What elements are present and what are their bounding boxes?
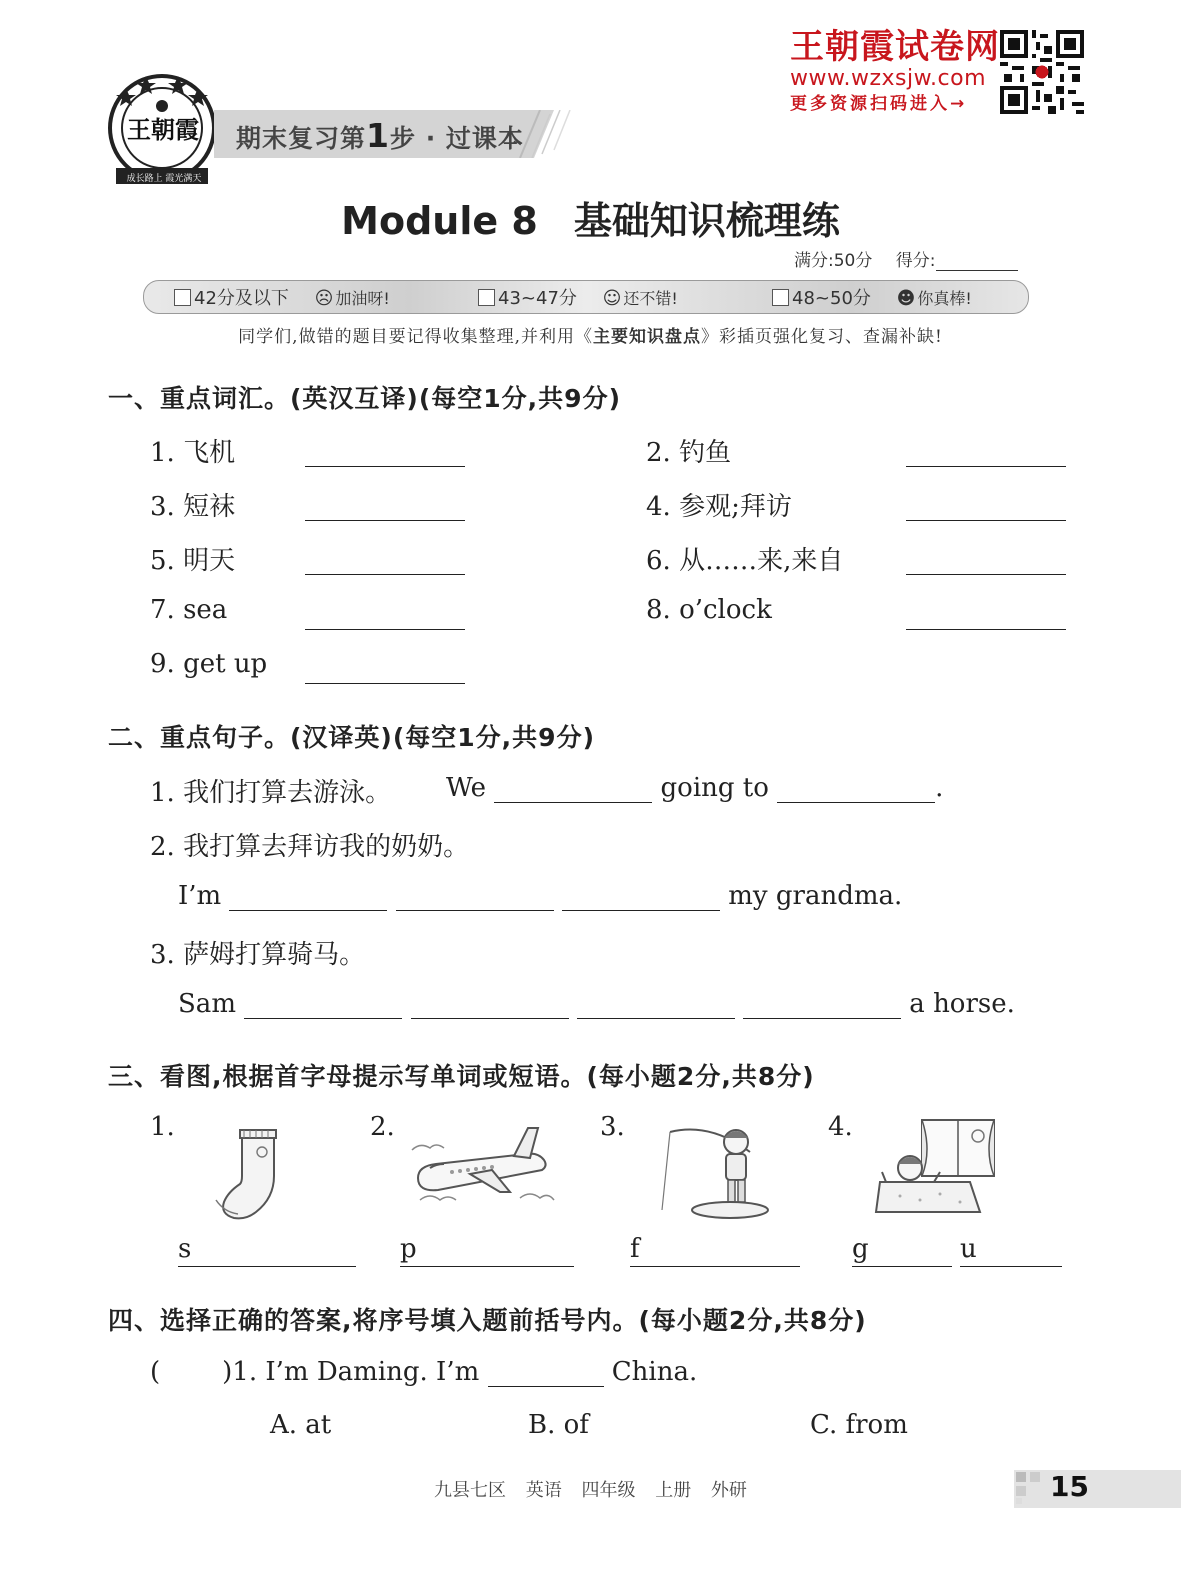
sock-icon xyxy=(200,1118,350,1228)
hint-letter: u xyxy=(960,1234,977,1264)
corner-squares-icon xyxy=(1014,1470,1044,1506)
tip-text xyxy=(0,322,1181,347)
sentence-blank[interactable] xyxy=(494,772,652,803)
sentence-word: Sam xyxy=(178,989,236,1019)
rating-item-mid xyxy=(478,284,678,310)
tip-bold: 主要知识盘点 xyxy=(592,327,701,347)
banner-prefix: 期末复习第 xyxy=(236,124,367,153)
sentence-word: going to xyxy=(660,773,769,803)
vocab-item: 6. 从……来,来自 xyxy=(646,546,844,576)
rating-range: 43~47分 xyxy=(498,288,577,309)
sentence-en xyxy=(178,988,1015,1019)
vocab-item: 3. 短袜 xyxy=(150,492,236,522)
sentence-en xyxy=(178,880,902,911)
sentence-blank[interactable] xyxy=(562,880,720,911)
answer-bracket-open[interactable]: ( xyxy=(150,1357,161,1387)
checkbox-icon[interactable] xyxy=(174,289,191,306)
sentence-cn: 3. 萨姆打算骑马。 xyxy=(150,940,366,970)
getting-up-icon xyxy=(870,1116,1020,1226)
picture-answer-blank[interactable] xyxy=(400,1238,574,1267)
sentence-blank[interactable] xyxy=(577,988,735,1019)
vocab-answer-blank[interactable] xyxy=(305,601,465,630)
vocab-answer-blank[interactable] xyxy=(305,492,465,521)
vocab-answer-blank[interactable] xyxy=(906,492,1066,521)
picture-answer-blank[interactable] xyxy=(960,1238,1062,1267)
tip-before: 同学们,做错的题目要记得收集整理,并利用《 xyxy=(238,327,593,347)
option-b[interactable]: B. of xyxy=(528,1410,589,1440)
brand-name: 王朝霞试卷网 xyxy=(790,27,1000,67)
footer-text: 九县七区 英语 四年级 上册 外研 xyxy=(434,1480,747,1501)
logo-text: 王朝霞 xyxy=(127,115,199,144)
sentence-blank[interactable] xyxy=(396,880,554,911)
tip-after: 》彩插页强化复习、查漏补缺! xyxy=(700,327,943,347)
rating-comment: 你真棒! xyxy=(917,289,972,308)
sentence-period: . xyxy=(935,773,944,803)
sentence-word: a horse. xyxy=(909,989,1015,1019)
question-text: )1. I’m Daming. I’m xyxy=(222,1357,480,1387)
vocab-answer-blank[interactable] xyxy=(906,601,1066,630)
sentence-word: We xyxy=(446,773,486,803)
plane-icon xyxy=(410,1120,560,1220)
hint-letter: f xyxy=(630,1234,640,1264)
checkbox-icon[interactable] xyxy=(478,289,495,306)
vocab-item: 5. 明天 xyxy=(150,546,236,576)
sentence-blank[interactable] xyxy=(244,988,402,1019)
sentence-word: my grandma. xyxy=(728,881,903,911)
vocab-item: 1. 飞机 xyxy=(150,438,236,468)
page-number: 15 xyxy=(1050,1470,1089,1503)
brand-url[interactable]: www.wzxsjw.com xyxy=(790,66,987,91)
rating-item-low xyxy=(174,284,390,310)
rating-comment: 加油呀! xyxy=(335,289,390,308)
module-label: Module 8 xyxy=(341,199,538,243)
rating-item-high xyxy=(772,284,972,310)
picture-number: 4. xyxy=(828,1112,853,1142)
vocab-answer-blank[interactable] xyxy=(305,655,465,684)
option-a[interactable]: A. at xyxy=(270,1410,332,1440)
picture-answer-blank[interactable] xyxy=(630,1238,800,1267)
sentence-en xyxy=(446,772,943,803)
option-c[interactable]: C. from xyxy=(810,1410,908,1440)
rating-range: 48~50分 xyxy=(792,288,871,309)
hint-letter: g xyxy=(852,1234,869,1264)
picture-number: 1. xyxy=(150,1112,175,1142)
sentence-blank[interactable] xyxy=(229,880,387,911)
sentence-blank[interactable] xyxy=(411,988,569,1019)
vocab-answer-blank[interactable] xyxy=(906,438,1066,467)
banner-text xyxy=(236,116,524,155)
score-line xyxy=(794,246,1018,271)
banner-suffix: 步 · 过课本 xyxy=(389,124,524,153)
page-title xyxy=(0,190,1181,245)
sentence-word: I’m xyxy=(178,881,222,911)
rating-range: 42分及以下 xyxy=(194,288,289,309)
sad-face-icon: ☹ xyxy=(314,288,334,309)
sentence-cn: 2. 我打算去拜访我的奶奶。 xyxy=(150,832,470,862)
section3-heading: 三、看图,根据首字母提示写单词或短语。(每小题2分,共8分) xyxy=(108,1062,815,1091)
full-score: 满分:50分 xyxy=(794,251,873,271)
question-blank xyxy=(488,1356,604,1387)
smile-face-icon: ☺ xyxy=(602,288,622,309)
vocab-item: 2. 钓鱼 xyxy=(646,438,732,468)
happy-face-icon: ☻ xyxy=(896,288,916,309)
logo-ring-text: 成长路上 霞光满天 xyxy=(126,174,202,184)
vocab-item: 9. get up xyxy=(150,649,268,679)
got-score-blank[interactable] xyxy=(936,250,1018,271)
rating-bar xyxy=(143,280,1029,314)
hint-letter: p xyxy=(400,1234,417,1264)
section4-heading: 四、选择正确的答案,将序号填入题前括号内。(每小题2分,共8分) xyxy=(108,1306,867,1335)
qr-code-icon[interactable] xyxy=(1000,30,1084,114)
got-score-label: 得分: xyxy=(895,251,936,271)
brand-more: 更多资源扫码进入→ xyxy=(790,94,968,114)
module-subtitle: 基础知识梳理练 xyxy=(573,199,840,243)
vocab-item: 8. o’clock xyxy=(646,595,772,625)
sentence-blank[interactable] xyxy=(743,988,901,1019)
section2-heading: 二、重点句子。(汉译英)(每空1分,共9分) xyxy=(108,723,595,752)
picture-number: 2. xyxy=(370,1112,395,1142)
rating-comment: 还不错! xyxy=(623,289,678,308)
vocab-answer-blank[interactable] xyxy=(305,546,465,575)
question-text-end: China. xyxy=(611,1357,698,1387)
banner-step: 1 xyxy=(366,116,390,155)
vocab-answer-blank[interactable] xyxy=(305,438,465,467)
choice-question xyxy=(150,1356,697,1387)
vocab-item: 4. 参观;拜访 xyxy=(646,492,792,522)
sentence-blank[interactable] xyxy=(777,772,935,803)
sentence-cn: 1. 我们打算去游泳。 xyxy=(150,778,392,808)
section1-heading: 一、重点词汇。(英汉互译)(每空1分,共9分) xyxy=(108,384,621,413)
picture-answer-blank[interactable] xyxy=(178,1238,356,1267)
fishing-boy-icon xyxy=(640,1118,790,1228)
vocab-item: 7. sea xyxy=(150,595,228,625)
hint-letter: s xyxy=(178,1234,192,1264)
picture-answer-blank[interactable] xyxy=(852,1238,952,1267)
checkbox-icon[interactable] xyxy=(772,289,789,306)
vocab-answer-blank[interactable] xyxy=(906,546,1066,575)
picture-number: 3. xyxy=(600,1112,625,1142)
brand-block xyxy=(790,28,1000,116)
